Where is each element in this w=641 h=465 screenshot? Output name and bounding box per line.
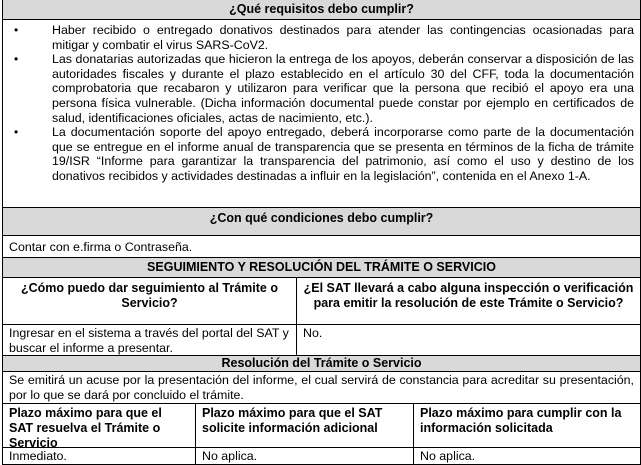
seguimiento-answer: Ingresar en el sistema a través del portal del SAT y buscar el informe a presentar. [9, 326, 289, 355]
requisitos-heading: ¿Qué requisitos debo cumplir? [3, 0, 640, 20]
plazo-solicitar-header: Plazo máximo para que el SAT solicite información adicional [195, 404, 413, 447]
seguimiento-questions [3, 278, 640, 325]
plazo-resolver-header: Plazo máximo para que el SAT resuelva el Trámite o Servicio [9, 406, 162, 450]
bullet-icon: • [14, 125, 19, 140]
requisito-text: Haber recibido o entregado donativos destinados para atender las contingencias ocasionadas para mitigar y combatir el virus SARS-CoV2. [52, 23, 634, 52]
plazo-resolver-value: Inmediato. [9, 449, 67, 463]
plazos-headers [3, 404, 640, 448]
condiciones-text: Contar con e.firma o Contraseña. [3, 236, 640, 258]
bullet-icon: • [14, 23, 19, 37]
bullet-icon: • [14, 52, 19, 67]
list-item [9, 52, 634, 125]
plazo-solicitar-value: No aplica. [195, 448, 413, 464]
verificacion-question: ¿El SAT llevará a cabo alguna inspección o verificación para emitir la resolución de este Trámite o Servicio? [296, 278, 640, 324]
resolucion-heading: Resolución del Trámite o Servicio [3, 356, 640, 372]
requisito-text: Las donatarias autorizadas que hicieron la entrega de los apoyos, deberán conservar a disposición de las autoridades fiscales y durante el plazo establecido en el artículo 30 del CFF, toda la documentación comprobatoria que recabaron y utilizaron para verificar que la persona que recibió el apoyo era una persona física vulnerable. (Dicha información documental puede constar por ejemplo en certificados de salud, identificaciones oficiales, actas de nacimiento, etc.). [52, 52, 634, 125]
plazos-values [3, 448, 640, 465]
condiciones-heading: ¿Con qué condiciones debo cumplir? [3, 208, 640, 236]
plazo-cumplir-value: No aplica. [413, 448, 640, 464]
plazo-cumplir-header: Plazo máximo para cumplir con la información solicitada [413, 404, 640, 447]
list-item [9, 125, 634, 183]
seguimiento-question: ¿Cómo puedo dar seguimiento al Trámite o Servicio? [21, 281, 278, 310]
resolucion-text: Se emitirá un acuse por la presentación del informe, el cual servirá de constancia para acreditar su presentación, por lo que se dará por concluido el trámite. [3, 372, 640, 404]
requisitos-list [3, 20, 640, 208]
requisito-text: La documentación soporte del apoyo entregado, deberá incorporarse como parte de la documentación que se entregue en el informe anual de transparencia que se presenta en términos de la ficha de trámite 19/ISR “Informe para garantizar la transparencia del patrimonio, así como el uso y destino de los donativos recibidos y actividades destinadas a influir en la legislación”, contenida en el Anexo 1-A. [52, 125, 634, 183]
seguimiento-answers [3, 325, 640, 356]
tramite-table [2, 0, 641, 465]
verificacion-answer: No. [296, 325, 640, 355]
list-item [9, 23, 634, 52]
seguimiento-heading: SEGUIMIENTO Y RESOLUCIÓN DEL TRÁMITE O SERVICIO [3, 258, 640, 278]
